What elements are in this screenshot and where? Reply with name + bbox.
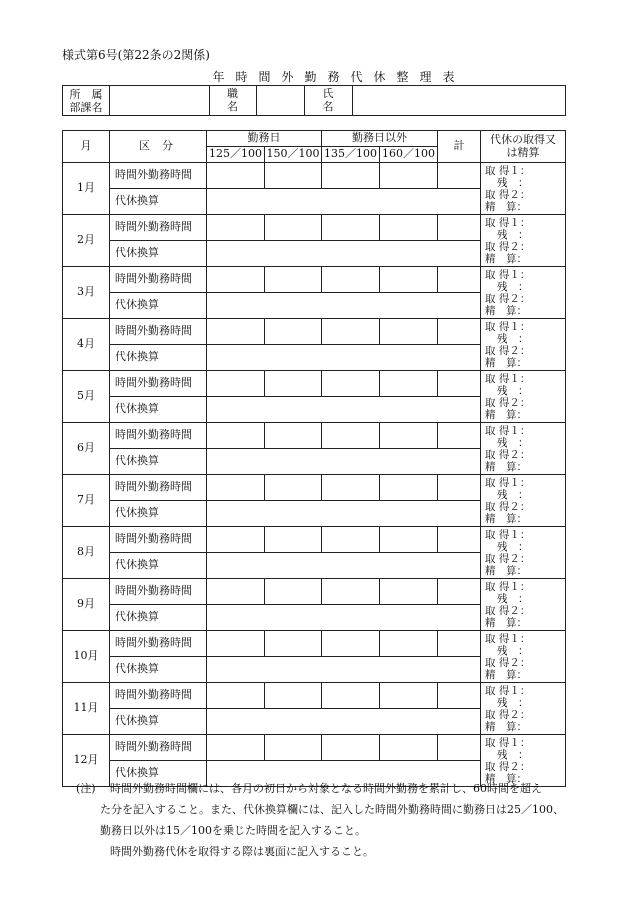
col-non-workday: 勤務日以外 bbox=[322, 131, 438, 147]
month-label: 10月 bbox=[63, 631, 110, 683]
month-row bbox=[63, 683, 566, 709]
conversion-label: 代休換算 bbox=[110, 553, 207, 579]
overtime-nonworkday-135-cell[interactable] bbox=[322, 423, 380, 449]
overtime-total-cell[interactable] bbox=[438, 319, 481, 345]
overtime-workday-150-cell[interactable] bbox=[265, 475, 322, 501]
overtime-total-cell[interactable] bbox=[438, 215, 481, 241]
daikyu-line1: 取 得１： bbox=[485, 216, 531, 229]
overtime-workday-150-cell[interactable] bbox=[265, 527, 322, 553]
month-row bbox=[63, 423, 566, 449]
overtime-nonworkday-160-cell[interactable] bbox=[380, 631, 438, 657]
overtime-nonworkday-135-cell[interactable] bbox=[322, 215, 380, 241]
overtime-workday-150-cell[interactable] bbox=[265, 371, 322, 397]
overtime-label: 時間外勤務時間 bbox=[110, 371, 207, 397]
notes-mark: (注) bbox=[76, 782, 96, 795]
overtime-workday-150-cell[interactable] bbox=[265, 423, 322, 449]
overtime-workday-150-cell[interactable] bbox=[265, 267, 322, 293]
daikyu-line3: 取 得２： bbox=[485, 292, 531, 305]
overtime-workday-125-cell[interactable] bbox=[207, 631, 265, 657]
overtime-total-cell[interactable] bbox=[438, 163, 481, 189]
overtime-nonworkday-135-cell[interactable] bbox=[322, 475, 380, 501]
notes-line-2: た分を記入すること。また、代休換算欄には、記入した時間外勤務時間に勤務日は25／100、 bbox=[100, 803, 564, 816]
month-label: 1月 bbox=[63, 163, 110, 215]
daikyu-line3: 取 得２： bbox=[485, 500, 531, 513]
col-daikyu-line2: は精算 bbox=[506, 145, 540, 159]
daikyu-line3: 取 得２： bbox=[485, 604, 531, 617]
conversion-value-cell[interactable] bbox=[207, 241, 481, 267]
month-label: 4月 bbox=[63, 319, 110, 371]
name-field[interactable] bbox=[353, 86, 566, 116]
overtime-total-cell[interactable] bbox=[438, 423, 481, 449]
overtime-label: 時間外勤務時間 bbox=[110, 215, 207, 241]
col-non-workday-rate-2: 160／100 bbox=[380, 147, 438, 163]
daikyu-line2: 残 ： bbox=[497, 696, 529, 709]
conversion-value-cell[interactable] bbox=[207, 293, 481, 319]
daikyu-line3: 取 得２： bbox=[485, 448, 531, 461]
daikyu-line3: 取 得２： bbox=[485, 344, 531, 357]
overtime-nonworkday-135-cell[interactable] bbox=[322, 527, 380, 553]
conversion-value-cell[interactable] bbox=[207, 189, 481, 215]
daikyu-cell[interactable] bbox=[481, 371, 566, 423]
overtime-nonworkday-160-cell[interactable] bbox=[380, 319, 438, 345]
overtime-nonworkday-135-cell[interactable] bbox=[322, 683, 380, 709]
overtime-total-cell[interactable] bbox=[438, 579, 481, 605]
position-field[interactable] bbox=[257, 86, 305, 116]
month-label: 11月 bbox=[63, 683, 110, 735]
col-workday: 勤務日 bbox=[207, 131, 322, 147]
daikyu-line2: 残 ： bbox=[497, 488, 529, 501]
col-total: 計 bbox=[438, 131, 481, 163]
conversion-label: 代休換算 bbox=[110, 189, 207, 215]
daikyu-cell[interactable] bbox=[481, 423, 566, 475]
col-daikyu bbox=[481, 131, 566, 163]
daikyu-cell[interactable] bbox=[481, 683, 566, 735]
daikyu-line3: 取 得２： bbox=[485, 240, 531, 253]
daikyu-line2: 残 ： bbox=[497, 644, 529, 657]
conversion-value-cell[interactable] bbox=[207, 501, 481, 527]
overtime-label: 時間外勤務時間 bbox=[110, 423, 207, 449]
conversion-label: 代休換算 bbox=[110, 657, 207, 683]
month-label: 3月 bbox=[63, 267, 110, 319]
conversion-label: 代休換算 bbox=[110, 241, 207, 267]
conversion-label: 代休換算 bbox=[110, 501, 207, 527]
overtime-total-cell[interactable] bbox=[438, 735, 481, 761]
overtime-nonworkday-160-cell[interactable] bbox=[380, 735, 438, 761]
notes-line-1: 時間外勤務時間欄には、各月の初日から対象となる時間外勤務を累計し、60時間を超え bbox=[110, 782, 542, 795]
month-row bbox=[63, 475, 566, 501]
daikyu-line4: 精 算： bbox=[485, 200, 527, 213]
overtime-nonworkday-160-cell[interactable] bbox=[380, 163, 438, 189]
overtime-workday-150-cell[interactable] bbox=[265, 163, 322, 189]
overtime-total-cell[interactable] bbox=[438, 475, 481, 501]
daikyu-line4: 精 算： bbox=[485, 512, 527, 525]
col-workday-rate-2: 150／100 bbox=[265, 147, 322, 163]
daikyu-line1: 取 得１： bbox=[485, 476, 531, 489]
conversion-value-cell[interactable] bbox=[207, 553, 481, 579]
overtime-workday-125-cell[interactable] bbox=[207, 579, 265, 605]
conversion-label: 代休換算 bbox=[110, 293, 207, 319]
daikyu-line4: 精 算： bbox=[485, 772, 527, 785]
daikyu-line4: 精 算： bbox=[485, 356, 527, 369]
overtime-nonworkday-135-cell[interactable] bbox=[322, 735, 380, 761]
notes-line-4: 時間外勤務代休を取得する際は裏面に記入すること。 bbox=[110, 845, 374, 858]
overtime-nonworkday-135-cell[interactable] bbox=[322, 631, 380, 657]
conversion-value-cell[interactable] bbox=[207, 345, 481, 371]
month-row bbox=[63, 735, 566, 761]
col-workday-rate-1: 125／100 bbox=[207, 147, 265, 163]
col-daikyu-line1: 代休の取得又 bbox=[490, 132, 556, 146]
month-row bbox=[63, 631, 566, 657]
conversion-value-cell[interactable] bbox=[207, 449, 481, 475]
daikyu-line2: 残 ： bbox=[497, 384, 529, 397]
month-label: 12月 bbox=[63, 735, 110, 787]
daikyu-cell[interactable] bbox=[481, 631, 566, 683]
header-table bbox=[62, 85, 566, 116]
conversion-label: 代休換算 bbox=[110, 345, 207, 371]
overtime-workday-125-cell[interactable] bbox=[207, 423, 265, 449]
overtime-label: 時間外勤務時間 bbox=[110, 319, 207, 345]
overtime-label: 時間外勤務時間 bbox=[110, 475, 207, 501]
month-row bbox=[63, 267, 566, 293]
form-number: 様式第6号(第22条の2関係) bbox=[62, 48, 210, 62]
overtime-total-cell[interactable] bbox=[438, 527, 481, 553]
overtime-nonworkday-160-cell[interactable] bbox=[380, 475, 438, 501]
conversion-value-cell[interactable] bbox=[207, 397, 481, 423]
page-title: 年時間外勤務代休整理表 bbox=[212, 70, 466, 84]
overtime-label: 時間外勤務時間 bbox=[110, 579, 207, 605]
daikyu-line1: 取 得１： bbox=[485, 372, 531, 385]
conversion-label: 代休換算 bbox=[110, 397, 207, 423]
dept-label-line2: 部課名 bbox=[69, 100, 103, 114]
overtime-workday-150-cell[interactable] bbox=[265, 579, 322, 605]
overtime-nonworkday-135-cell[interactable] bbox=[322, 579, 380, 605]
daikyu-line3: 取 得２： bbox=[485, 552, 531, 565]
daikyu-line1: 取 得１： bbox=[485, 684, 531, 697]
daikyu-line2: 残 ： bbox=[497, 436, 529, 449]
overtime-workday-125-cell[interactable] bbox=[207, 215, 265, 241]
overtime-workday-125-cell[interactable] bbox=[207, 371, 265, 397]
month-label: 6月 bbox=[63, 423, 110, 475]
daikyu-line4: 精 算： bbox=[485, 408, 527, 421]
month-row bbox=[63, 163, 566, 189]
daikyu-line4: 精 算： bbox=[485, 564, 527, 577]
position-label: 職名 bbox=[210, 86, 257, 116]
daikyu-line3: 取 得２： bbox=[485, 656, 531, 669]
daikyu-line1: 取 得１： bbox=[485, 320, 531, 333]
overtime-workday-125-cell[interactable] bbox=[207, 163, 265, 189]
daikyu-line4: 精 算： bbox=[485, 668, 527, 681]
conversion-label: 代休換算 bbox=[110, 709, 207, 735]
daikyu-line2: 残 ： bbox=[497, 332, 529, 345]
conversion-label: 代休換算 bbox=[110, 761, 207, 787]
daikyu-line3: 取 得２： bbox=[485, 760, 531, 773]
overtime-total-cell[interactable] bbox=[438, 683, 481, 709]
col-category: 区分 bbox=[110, 131, 207, 163]
overtime-nonworkday-160-cell[interactable] bbox=[380, 579, 438, 605]
conversion-label: 代休換算 bbox=[110, 605, 207, 631]
month-label: 7月 bbox=[63, 475, 110, 527]
notes-line-3: 勤務日以外は15／100を乗じた時間を記入すること。 bbox=[100, 824, 366, 837]
daikyu-line4: 精 算： bbox=[485, 616, 527, 629]
overtime-label: 時間外勤務時間 bbox=[110, 683, 207, 709]
overtime-workday-150-cell[interactable] bbox=[265, 735, 322, 761]
daikyu-cell[interactable] bbox=[481, 215, 566, 267]
overtime-nonworkday-160-cell[interactable] bbox=[380, 215, 438, 241]
overtime-nonworkday-135-cell[interactable] bbox=[322, 163, 380, 189]
conversion-value-cell[interactable] bbox=[207, 657, 481, 683]
overtime-nonworkday-135-cell[interactable] bbox=[322, 371, 380, 397]
daikyu-cell[interactable] bbox=[481, 475, 566, 527]
conversion-label: 代休換算 bbox=[110, 449, 207, 475]
overtime-label: 時間外勤務時間 bbox=[110, 527, 207, 553]
daikyu-cell[interactable] bbox=[481, 163, 566, 215]
overtime-workday-150-cell[interactable] bbox=[265, 215, 322, 241]
daikyu-line1: 取 得１： bbox=[485, 528, 531, 541]
daikyu-line1: 取 得１： bbox=[485, 268, 531, 281]
month-label: 8月 bbox=[63, 527, 110, 579]
name-label: 氏名 bbox=[305, 86, 353, 116]
daikyu-cell[interactable] bbox=[481, 579, 566, 631]
overtime-nonworkday-135-cell[interactable] bbox=[322, 319, 380, 345]
daikyu-line2: 残 ： bbox=[497, 540, 529, 553]
daikyu-cell[interactable] bbox=[481, 319, 566, 371]
overtime-total-cell[interactable] bbox=[438, 267, 481, 293]
daikyu-line2: 残 ： bbox=[497, 176, 529, 189]
notes bbox=[62, 778, 572, 862]
overtime-total-cell[interactable] bbox=[438, 371, 481, 397]
daikyu-line4: 精 算： bbox=[485, 252, 527, 265]
overtime-nonworkday-135-cell[interactable] bbox=[322, 267, 380, 293]
overtime-label: 時間外勤務時間 bbox=[110, 163, 207, 189]
daikyu-line4: 精 算： bbox=[485, 304, 527, 317]
daikyu-cell[interactable] bbox=[481, 267, 566, 319]
daikyu-line3: 取 得２： bbox=[485, 708, 531, 721]
daikyu-cell[interactable] bbox=[481, 527, 566, 579]
dept-label-line1: 所 属 bbox=[69, 87, 103, 101]
overtime-nonworkday-160-cell[interactable] bbox=[380, 423, 438, 449]
daikyu-line4: 精 算： bbox=[485, 460, 527, 473]
dept-label bbox=[63, 86, 110, 116]
conversion-value-cell[interactable] bbox=[207, 605, 481, 631]
overtime-label: 時間外勤務時間 bbox=[110, 631, 207, 657]
conversion-value-cell[interactable] bbox=[207, 709, 481, 735]
overtime-workday-125-cell[interactable] bbox=[207, 319, 265, 345]
month-row bbox=[63, 319, 566, 345]
overtime-workday-125-cell[interactable] bbox=[207, 475, 265, 501]
daikyu-line2: 残 ： bbox=[497, 228, 529, 241]
daikyu-line1: 取 得１： bbox=[485, 736, 531, 749]
overtime-workday-125-cell[interactable] bbox=[207, 527, 265, 553]
daikyu-line1: 取 得１： bbox=[485, 632, 531, 645]
overtime-workday-150-cell[interactable] bbox=[265, 631, 322, 657]
overtime-label: 時間外勤務時間 bbox=[110, 735, 207, 761]
daikyu-line3: 取 得２： bbox=[485, 396, 531, 409]
daikyu-line2: 残 ： bbox=[497, 280, 529, 293]
month-row bbox=[63, 579, 566, 605]
overtime-nonworkday-160-cell[interactable] bbox=[380, 267, 438, 293]
overtime-workday-125-cell[interactable] bbox=[207, 267, 265, 293]
month-row bbox=[63, 371, 566, 397]
overtime-nonworkday-160-cell[interactable] bbox=[380, 371, 438, 397]
overtime-workday-125-cell[interactable] bbox=[207, 735, 265, 761]
daikyu-line2: 残 ： bbox=[497, 592, 529, 605]
daikyu-line1: 取 得１： bbox=[485, 580, 531, 593]
overtime-table bbox=[62, 130, 566, 787]
dept-field[interactable] bbox=[110, 86, 210, 116]
overtime-workday-125-cell[interactable] bbox=[207, 683, 265, 709]
month-row bbox=[63, 215, 566, 241]
overtime-total-cell[interactable] bbox=[438, 631, 481, 657]
month-label: 5月 bbox=[63, 371, 110, 423]
col-month: 月 bbox=[63, 131, 110, 163]
overtime-nonworkday-160-cell[interactable] bbox=[380, 527, 438, 553]
daikyu-line1: 取 得１： bbox=[485, 164, 531, 177]
daikyu-line2: 残 ： bbox=[497, 748, 529, 761]
daikyu-line1: 取 得１： bbox=[485, 424, 531, 437]
overtime-workday-150-cell[interactable] bbox=[265, 683, 322, 709]
overtime-workday-150-cell[interactable] bbox=[265, 319, 322, 345]
daikyu-line3: 取 得２： bbox=[485, 188, 531, 201]
daikyu-line4: 精 算： bbox=[485, 720, 527, 733]
month-label: 2月 bbox=[63, 215, 110, 267]
col-non-workday-rate-1: 135／100 bbox=[322, 147, 380, 163]
overtime-label: 時間外勤務時間 bbox=[110, 267, 207, 293]
month-row bbox=[63, 527, 566, 553]
overtime-nonworkday-160-cell[interactable] bbox=[380, 683, 438, 709]
month-label: 9月 bbox=[63, 579, 110, 631]
